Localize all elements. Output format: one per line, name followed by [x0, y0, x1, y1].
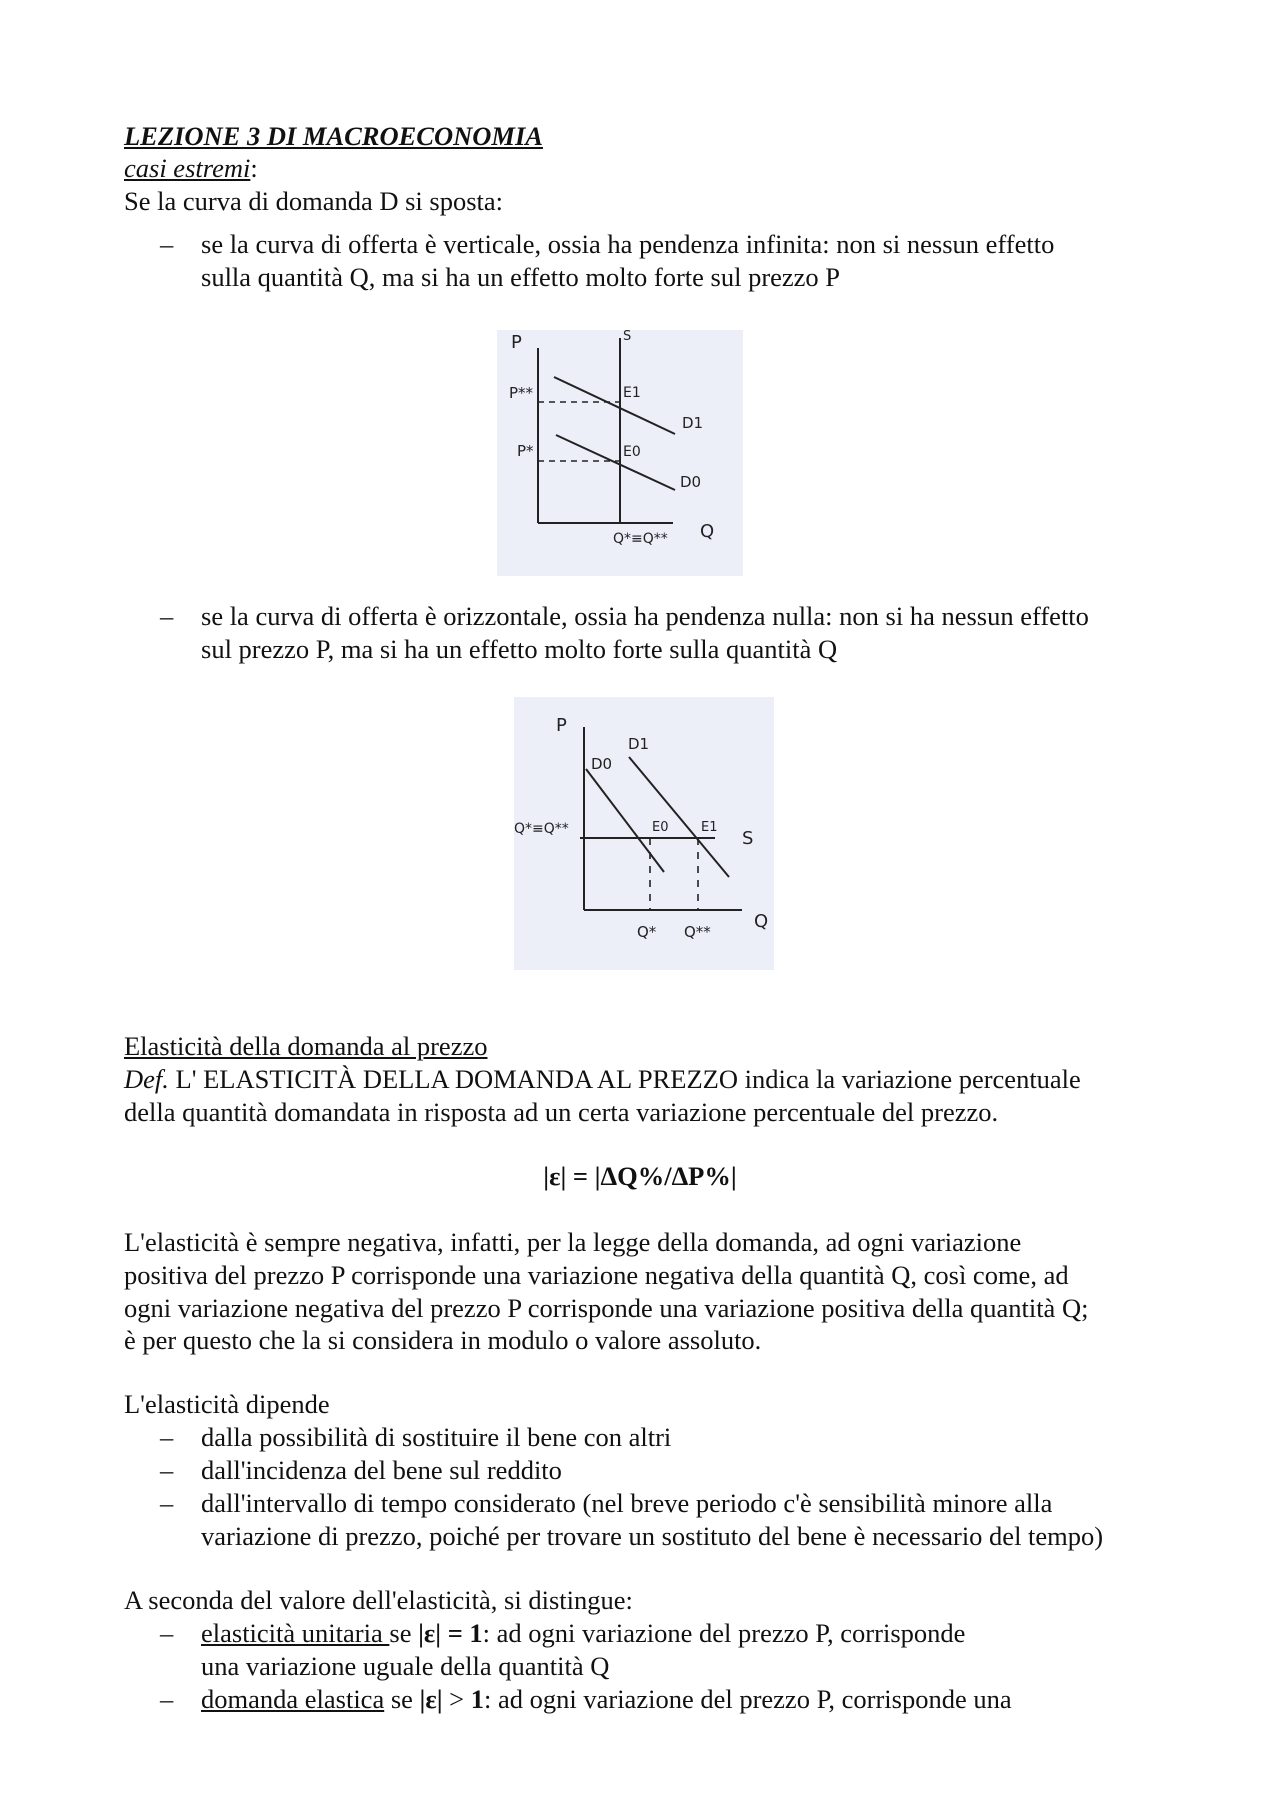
bullet-dash: – — [160, 1684, 174, 1714]
unitary-se: se — [389, 1618, 419, 1648]
elastic-term: domanda elastica — [201, 1684, 385, 1714]
figure1-axis-y-label: P — [511, 332, 522, 353]
unitary-term: elasticità unitaria — [201, 1618, 390, 1648]
intro-text: Se la curva di domanda D si sposta: — [124, 186, 504, 216]
case1-line1: se la curva di offerta è verticale, ossia ha pendenza infinita: non si nessun effetto — [201, 229, 1055, 259]
figure2-p-label: Q*≡Q** — [514, 821, 569, 837]
bullet-dash: – — [160, 1488, 174, 1518]
figure1-p-high-label: P** — [509, 384, 534, 402]
bullet-dash: – — [160, 601, 174, 631]
unitary-cond: |ε| = 1 — [418, 1618, 483, 1648]
depends-intro: L'elasticità dipende — [124, 1389, 330, 1419]
unitary-line — [201, 1617, 965, 1649]
subtitle: casi estremi — [124, 153, 251, 183]
depends-item: dall'incidenza del bene sul reddito — [201, 1455, 562, 1485]
figure1-q-label: Q*≡Q** — [613, 531, 668, 547]
figure2-demand-d1 — [629, 757, 729, 877]
subtitle-line — [124, 152, 258, 184]
elastic-cond-val: 1 — [470, 1684, 484, 1714]
paragraph-line: positiva del prezzo P corrisponde una variazione negativa della quantità Q, così come, ad — [124, 1260, 1069, 1290]
figure2-axis-x-label: Q — [754, 911, 769, 932]
bullet-dash: – — [160, 1422, 174, 1452]
bullet-dash: – — [160, 1455, 174, 1485]
elastic-rest: : ad ogni variazione del prezzo P, corrisponde una — [484, 1684, 1012, 1714]
figure1-d0-label: D0 — [680, 473, 702, 491]
figure2-d1-label: D1 — [628, 735, 650, 753]
paragraph-line: L'elasticità è sempre negativa, infatti, per la legge della domanda, ad ogni variazione — [124, 1227, 1022, 1257]
section-heading: Elasticità della domanda al prezzo — [124, 1031, 488, 1061]
figure1-demand-d1 — [554, 377, 675, 434]
depends-item: dalla possibilità di sostituire il bene con altri — [201, 1422, 672, 1452]
figure2-q-star2-label: Q** — [684, 923, 711, 941]
figure1-e0-label: E0 — [623, 444, 641, 460]
figure2-e1-label: E1 — [701, 820, 718, 835]
figure1-demand-d0 — [556, 435, 675, 490]
subtitle-colon: : — [250, 153, 258, 183]
figure1-d1-label: D1 — [682, 414, 704, 432]
figure2-e0-label: E0 — [652, 820, 669, 835]
definition-line1 — [124, 1063, 1081, 1095]
paragraph-line: ogni variazione negativa del prezzo P corrisponde una variazione positiva della quantità Q; — [124, 1293, 1089, 1323]
definition-text: L' ELASTICITÀ DELLA DOMANDA AL PREZZO indica la variazione percentuale — [168, 1064, 1081, 1094]
definition-line2: della quantità domandata in risposta ad un certa variazione percentuale del prezzo. — [124, 1097, 999, 1127]
figure-horizontal-supply — [514, 697, 774, 970]
figure1-svg — [497, 330, 743, 576]
figure1-e1-label: E1 — [623, 385, 641, 401]
bullet-dash: – — [160, 229, 174, 259]
elastic-se: se — [384, 1684, 420, 1714]
figure-vertical-supply — [497, 330, 743, 576]
elastic-line — [201, 1683, 1012, 1715]
case2-line2: sul prezzo P, ma si ha un effetto molto forte sulla quantità Q — [201, 634, 838, 664]
paragraph-line: è per questo che la si considera in modulo o valore assoluto. — [124, 1325, 762, 1355]
figure1-axis-x-label: Q — [700, 521, 715, 542]
figure2-axis-y-label: P — [556, 715, 567, 736]
figure2-d0-label: D0 — [591, 755, 613, 773]
unitary-rest: : ad ogni variazione del prezzo P, corrisponde — [482, 1618, 966, 1648]
figure2-supply-label: S — [742, 828, 754, 849]
definition-label: Def. — [124, 1064, 169, 1094]
depends-item-cont: variazione di prezzo, poiché per trovare un sostituto del bene è necessario del tempo) — [201, 1521, 1104, 1551]
figure2-q-star-label: Q* — [637, 923, 657, 941]
elasticity-formula: |ε| = |ΔQ%/ΔP%| — [543, 1161, 737, 1191]
bullet-dash: – — [160, 1618, 174, 1648]
figure1-p-low-label: P* — [517, 442, 534, 460]
unitary-cont: una variazione uguale della quantità Q — [201, 1651, 610, 1681]
case2-line1: se la curva di offerta è orizzontale, ossia ha pendenza nulla: non si ha nessun effetto — [201, 601, 1089, 631]
figure2-svg — [514, 697, 774, 970]
case1-line2: sulla quantità Q, ma si ha un effetto molto forte sul prezzo P — [201, 262, 841, 292]
distinguish-intro: A seconda del valore dell'elasticità, si distingue: — [124, 1585, 633, 1615]
elastic-cond-abs: |ε| — [419, 1684, 443, 1714]
figure1-supply-label: S — [623, 330, 632, 344]
page-title: LEZIONE 3 DI MACROECONOMIA — [124, 121, 543, 151]
depends-item: dall'intervallo di tempo considerato (nel breve periodo c'è sensibilità minore alla — [201, 1488, 1053, 1518]
elastic-cond-op: > — [442, 1684, 471, 1714]
